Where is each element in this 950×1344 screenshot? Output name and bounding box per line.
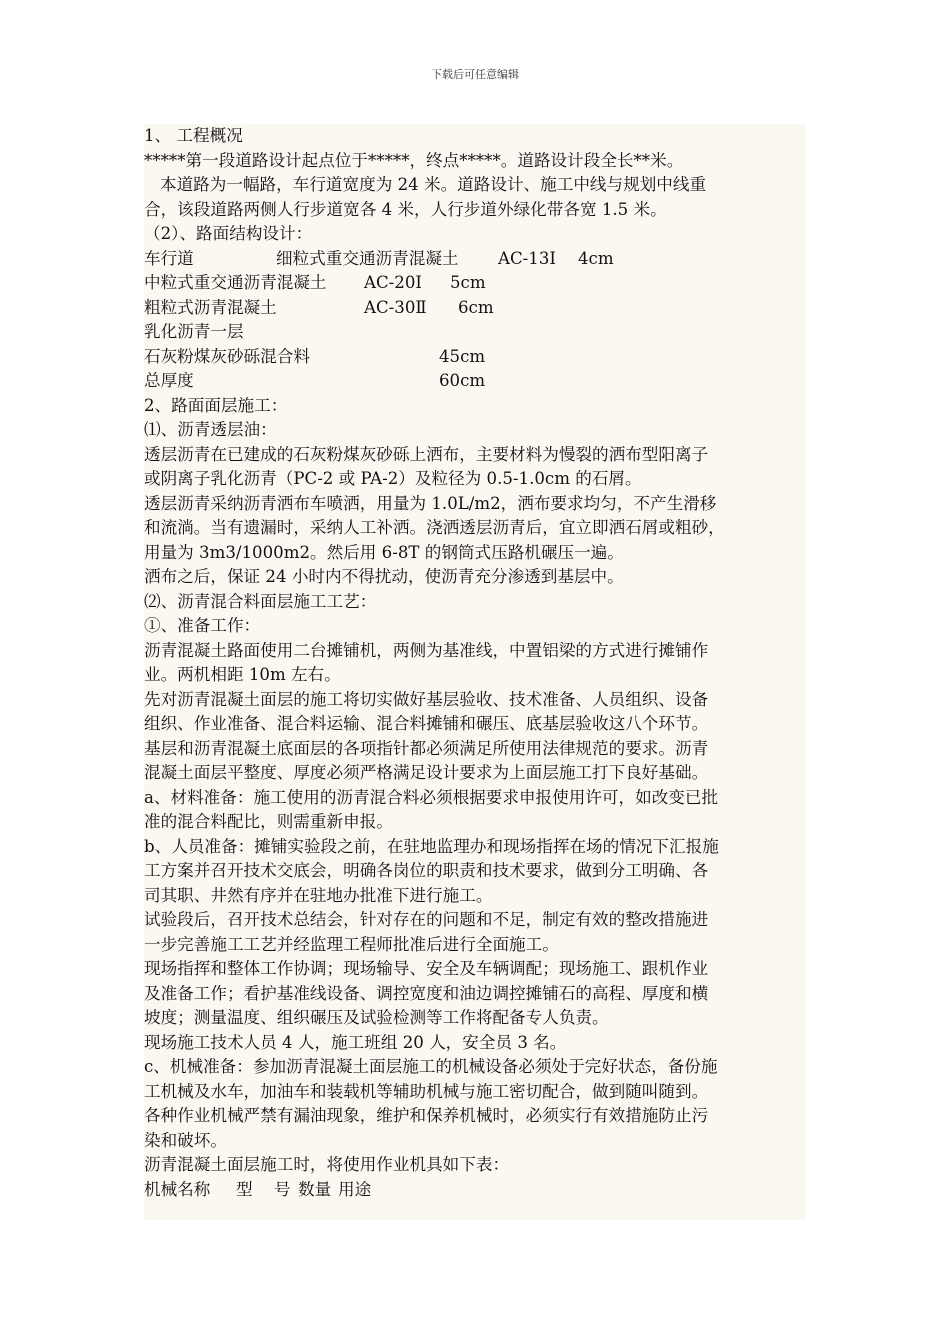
document-body — [144, 124, 806, 1220]
col-type: 型 — [236, 1179, 253, 1199]
body-line: 透层沥青采纳沥青洒布车喷洒，用量为 1.0L/m2，洒布要求均匀，不产生滑移 — [144, 493, 717, 513]
road-desc-line: 本道路为一幅路，车行道宽度为 24 米。道路设计、施工中线与规划中线重 — [160, 175, 707, 194]
body-line: 沥青混凝土面层施工时，将使用作业机具如下表： — [144, 1155, 510, 1174]
layer-code: AC-20I — [364, 273, 422, 292]
body-line: 司其职、井然有序并在驻地办批准下进行施工。 — [144, 885, 493, 905]
body-line: ①、准备工作： — [144, 616, 261, 635]
structure-row — [144, 369, 806, 394]
col-quantity: 数量 — [298, 1179, 332, 1199]
body-line: 和流淌。当有遗漏时，采纳人工补洒。浇洒透层沥青后，宜立即洒石屑或粗砂， — [144, 518, 725, 537]
body-line: 及准备工作；看护基准线设备、调控宽度和油边调控摊铺石的高程、厚度和横 — [144, 983, 709, 1003]
structure-title: （2）、路面结构设计： — [144, 224, 313, 243]
layer-material: 细粒式重交通沥青混凝土 — [276, 248, 459, 268]
body-line: 或阴离子乳化沥青（PC-2 或 PA-2）及粒径为 0.5-1.0cm 的石屑。 — [144, 469, 642, 488]
section-title: 1、 工程概况 — [144, 126, 243, 145]
layer-thickness: 60cm — [439, 371, 486, 390]
body-line: 一步完善施工工艺并经监理工程师批准后进行全面施工。 — [144, 934, 559, 954]
body-line: 各种作业机械严禁有漏油现象，维护和保养机械时，必须实行有效措施防止污 — [144, 1106, 709, 1125]
layer-name: 总厚度 — [144, 371, 194, 390]
layer-name: 粗粒式沥青混凝土 — [144, 297, 277, 317]
body-line: 组织、作业准备、混合料运输、混合料摊铺和碾压、底基层验收这八个环节。 — [144, 714, 709, 733]
machine-table-header — [144, 1178, 806, 1203]
body-line: ⑴、沥青透层油： — [144, 420, 277, 439]
body-line: 洒布之后，保证 24 小时内不得扰动，使沥青充分渗透到基层中。 — [144, 567, 624, 586]
body-line: 基层和沥青混凝土底面层的各项指针都必须满足所使用法律规范的要求。沥青 — [144, 738, 709, 758]
body-line: 业。两机相距 10m 左右。 — [144, 665, 341, 684]
structure-row — [144, 247, 806, 272]
body-line: 准的混合料配比，则需重新申报。 — [144, 812, 393, 831]
layer-thickness: 4cm — [578, 248, 614, 268]
road-desc-line: 合，该段道路两侧人行步道宽各 4 米，人行步道外绿化带各宽 1.5 米。 — [144, 199, 667, 219]
structure-row — [144, 296, 806, 321]
body-line: 现场指挥和整体工作协调；现场输导、安全及车辆调配；现场施工、跟机作业 — [144, 959, 709, 978]
body-line: a、材料准备：施工使用的沥青混合料必须根据要求申报使用许可，如改变已批 — [144, 787, 719, 807]
body-line: 试验段后，召开技术总结会，针对存在的问题和不足，制定有效的整改措施进 — [144, 910, 709, 929]
structure-row: 乳化沥青一层 — [144, 322, 244, 341]
layer-name: 车行道 — [144, 248, 194, 268]
body-line: 用量为 3m3/1000m2。然后用 6-8T 的钢筒式压路机碾压一遍。 — [144, 542, 624, 562]
layer-thickness: 5cm — [450, 273, 486, 292]
body-line: 2、路面面层施工： — [144, 395, 288, 415]
layer-name: 中粒式重交通沥青混凝土 — [144, 273, 327, 292]
body-line: 沥青混凝土路面使用二台摊铺机，两侧为基准线，中置铝梁的方式进行摊铺作 — [144, 640, 709, 660]
col-machine-name: 机械名称 — [144, 1179, 211, 1199]
body-line: 坡度；测量温度、组织碾压及试验检测等工作将配备专人负责。 — [144, 1008, 609, 1027]
layer-thickness: 45cm — [439, 346, 486, 366]
body-line: c、机械准备：参加沥青混凝土面层施工的机械设备必须处于完好状态，备份施 — [144, 1057, 718, 1076]
page-header: 下载后可任意编辑 — [431, 68, 519, 81]
body-line: 工方案并召开技术交底会，明确各岗位的职责和技术要求，做到分工明确、各 — [144, 861, 709, 880]
body-line: 先对沥青混凝土面层的施工将切实做好基层验收、技术准备、人员组织、设备 — [144, 689, 709, 709]
body-line: 混凝土面层平整度、厚度必须严格满足设计要求为上面层施工打下良好基础。 — [144, 763, 709, 782]
body-line: ⑵、沥青混合料面层施工工艺： — [144, 591, 377, 611]
body-line: 透层沥青在已建成的石灰粉煤灰砂砾上洒布，主要材料为慢裂的洒布型阳离子 — [144, 444, 709, 464]
body-line: 现场施工技术人员 4 人，施工班组 20 人，安全员 3 名。 — [144, 1032, 567, 1052]
layer-name: 石灰粉煤灰砂砾混合料 — [144, 346, 310, 366]
body-line: b、人员准备：摊铺实验段之前，在驻地监理办和现场指挥在场的情况下汇报施 — [144, 836, 719, 856]
structure-row — [144, 345, 806, 370]
structure-row — [144, 271, 806, 296]
body-line: 工机械及水车，加油车和装载机等辅助机械与施工密切配合，做到随叫随到。 — [144, 1081, 709, 1101]
layer-thickness: 6cm — [458, 297, 494, 317]
col-purpose: 用途 — [338, 1179, 372, 1199]
col-model: 号 — [274, 1179, 291, 1199]
body-paragraphs — [144, 394, 806, 1178]
body-line: 染和破坏。 — [144, 1130, 227, 1150]
layer-code: AC-30Ⅱ — [364, 297, 427, 317]
intro-text: *****第一段道路设计起点位于*****，终点*****。道路设计段全长**米。 — [144, 150, 684, 170]
layer-code: AC-13I — [498, 248, 556, 268]
